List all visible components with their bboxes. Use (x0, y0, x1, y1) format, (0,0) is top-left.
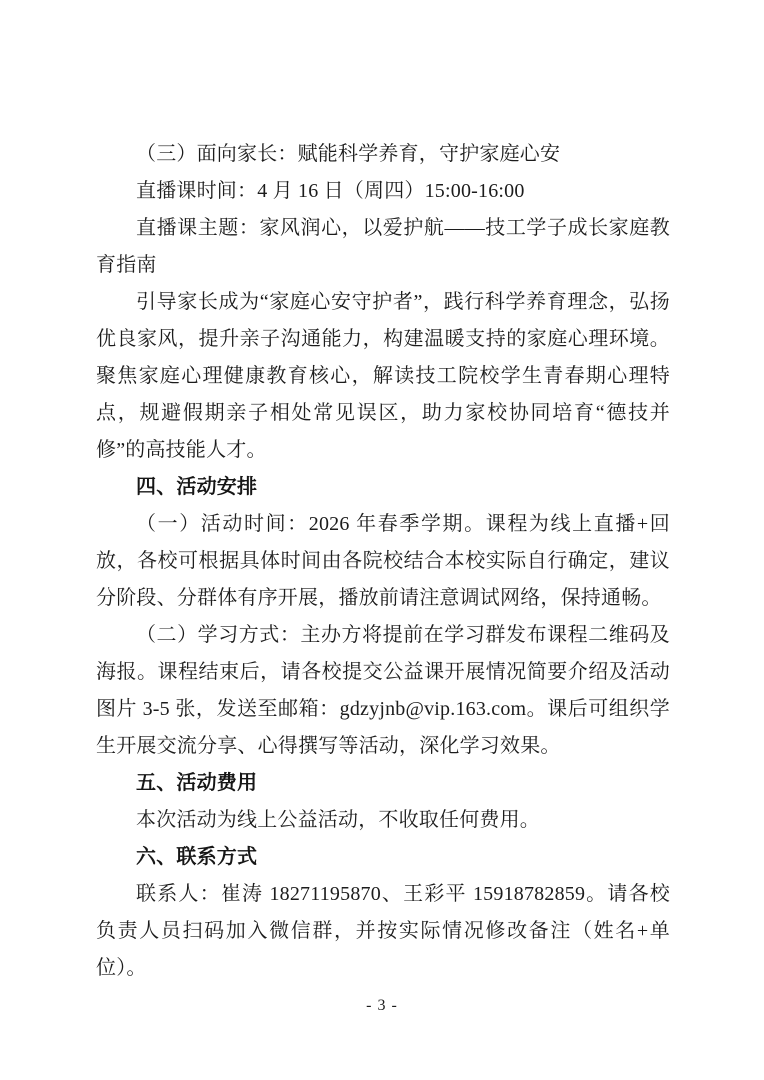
paragraph-parents-course-description: 引导家长成为“家庭心安守护者”，践行科学养育理念，弘扬优良家风，提升亲子沟通能力，构建温暖支持的家庭心理环境。聚焦家庭心理健康教育核心，解读技工院校学生青春期心理特点，规避假期亲子相处常见误区，助力家校协同培育“德技并修”的高技能人才。 (96, 291, 670, 461)
heading-section6-contact-info: 六、联系方式 (136, 846, 258, 868)
page-number: - 3 - (366, 997, 398, 1014)
paragraph-live-course-topic: 直播课主题：家风润心，以爱护航——技工学子成长家庭教育指南 (96, 217, 670, 276)
heading-section5-activity-fee: 五、活动费用 (136, 772, 258, 794)
document-body (96, 136, 670, 987)
paragraph-fee-statement: 本次活动为线上公益活动，不收取任何费用。 (136, 809, 540, 831)
paragraph-activity-time: （一）活动时间：2026 年春季学期。课程为线上直播+回放，各校可根据具体时间由各院校结合本校实际自行确定，建议分阶段、分群体有序开展，播放前请注意调试网络，保持通畅。 (96, 513, 670, 609)
paragraph-learning-method: （二）学习方式：主办方将提前在学习群发布课程二维码及海报。课程结束后，请各校提交公益课开展情况简要介绍及活动图片 3-5 张，发送至邮箱：gdzyjnb@vip.163.com。课后可组织学生开展交流分享、心得撰写等活动，深化学习效果。 (96, 624, 670, 757)
paragraph-section3-title: （三）面向家长：赋能科学养育，守护家庭心安 (136, 143, 561, 165)
paragraph-live-course-time: 直播课时间：4 月 16 日（周四）15:00-16:00 (136, 180, 525, 202)
heading-section4-activity-arrangement: 四、活动安排 (136, 476, 258, 498)
paragraph-contact-persons: 联系人：崔涛 18271195870、王彩平 15918782859。请各校负责人员扫码加入微信群，并按实际情况修改备注（姓名+单位）。 (96, 883, 670, 979)
